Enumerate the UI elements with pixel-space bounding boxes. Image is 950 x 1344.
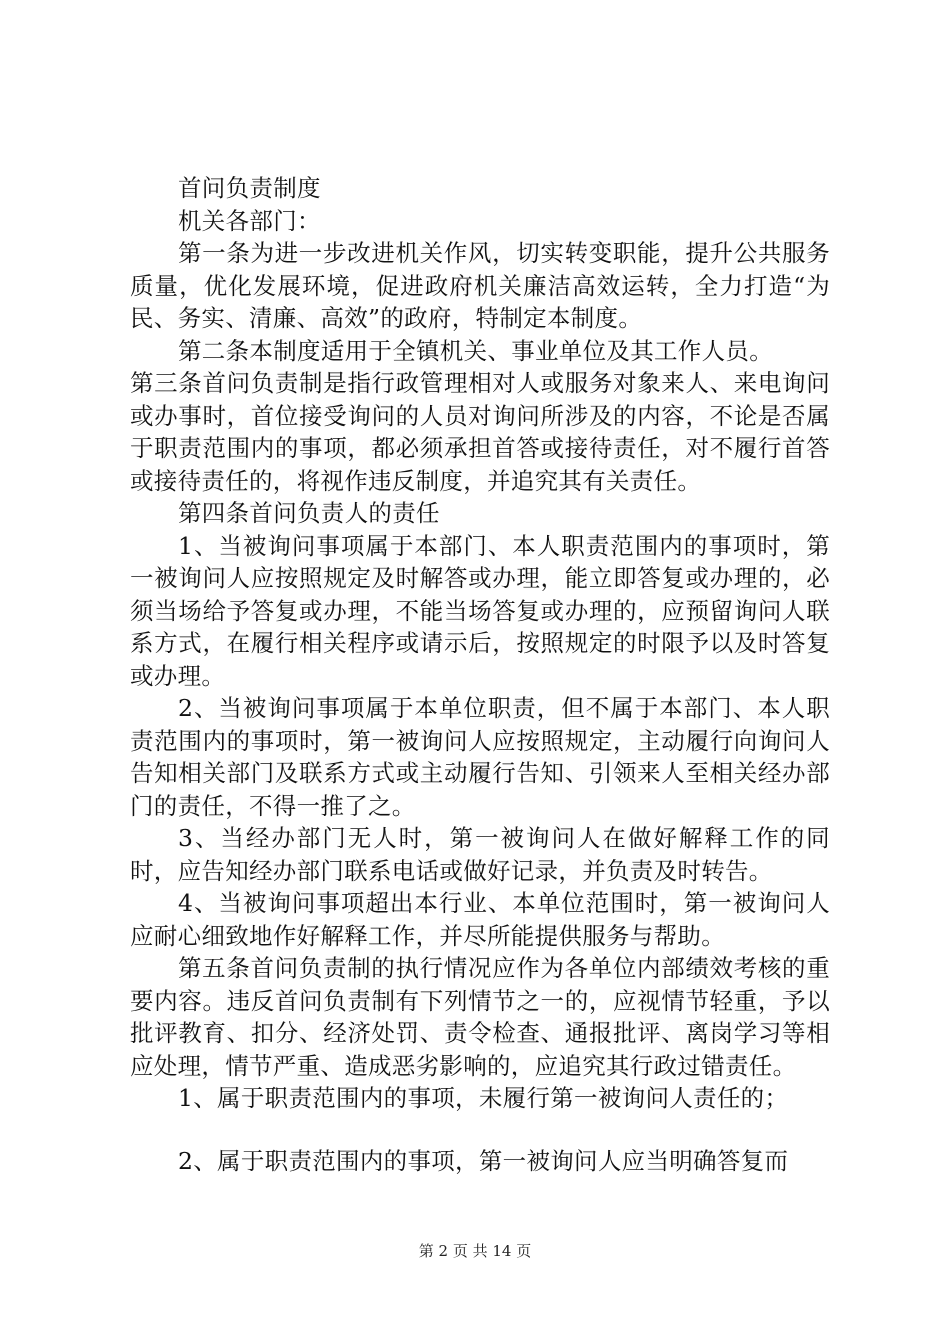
document-title: 首问负责制度 bbox=[178, 174, 321, 202]
page-number-label: 第 2 页 共 14 页 bbox=[418, 1242, 532, 1260]
article-5-item-1: 1、属于职责范围内的事项，未履行第一被询问人责任的； bbox=[178, 1084, 789, 1112]
page-footer bbox=[0, 1241, 950, 1261]
article-4-item-2: 2、当被询问事项属于本单位职责，但不属于本部门、本人职责范围内的事项时，第一被询问人应按照规定，主动履行向询问人告知相关部门及联系方式或主动履行告知、引领来人至相关经办部门的责任，不得一推了之。 bbox=[130, 694, 830, 820]
document-body bbox=[130, 172, 830, 1177]
article-4-item-1: 1、当被询问事项属于本部门、本人职责范围内的事项时，第一被询问人应按照规定及时解答或办理，能立即答复或办理的，必须当场给予答复或办理，不能当场答复或办理的，应预留询问人联系方式，在履行相关程序或请示后，按照规定的时限予以及时答复或办理。 bbox=[130, 531, 830, 690]
article-1: 第一条为进一步改进机关作风，切实转变职能，提升公共服务质量，优化发展环境，促进政府机关廉洁高效运转，全力打造“为民、务实、清廉、高效”的政府，特制定本制度。 bbox=[130, 239, 830, 332]
article-3: 第三条首问负责制是指行政管理相对人或服务对象来人、来电询问或办事时，首位接受询问的人员对询问所涉及的内容，不论是否属于职责范围内的事项，都必须承担首答或接待责任，对不履行首答或接待责任的，将视作违反制度，并追究其有关责任。 bbox=[130, 369, 830, 495]
article-4-item-3: 3、当经办部门无人时，第一被询问人在做好解释工作的同时，应告知经办部门联系电话或做好记录，并负责及时转告。 bbox=[130, 824, 830, 885]
addressee-line: 机关各部门： bbox=[178, 206, 321, 235]
article-4-heading: 第四条首问负责人的责任 bbox=[178, 499, 440, 527]
article-5-item-2: 2、属于职责范围内的事项，第一被询问人应当明确答复而 bbox=[178, 1146, 789, 1175]
article-2: 第二条本制度适用于全镇机关、事业单位及其工作人员。 bbox=[178, 336, 773, 365]
article-5: 第五条首问负责制的执行情况应作为各单位内部绩效考核的重要内容。违反首问负责制有下列情节之一的，应视情节轻重，予以批评教育、扣分、经济处罚、责令检查、通报批评、离岗学习等相应处理，情节严重、造成恶劣影响的，应追究其行政过错责任。 bbox=[130, 954, 830, 1080]
article-4-item-4: 4、当被询问事项超出本行业、本单位范围时，第一被询问人应耐心细致地作好解释工作，并尽所能提供服务与帮助。 bbox=[130, 889, 830, 950]
